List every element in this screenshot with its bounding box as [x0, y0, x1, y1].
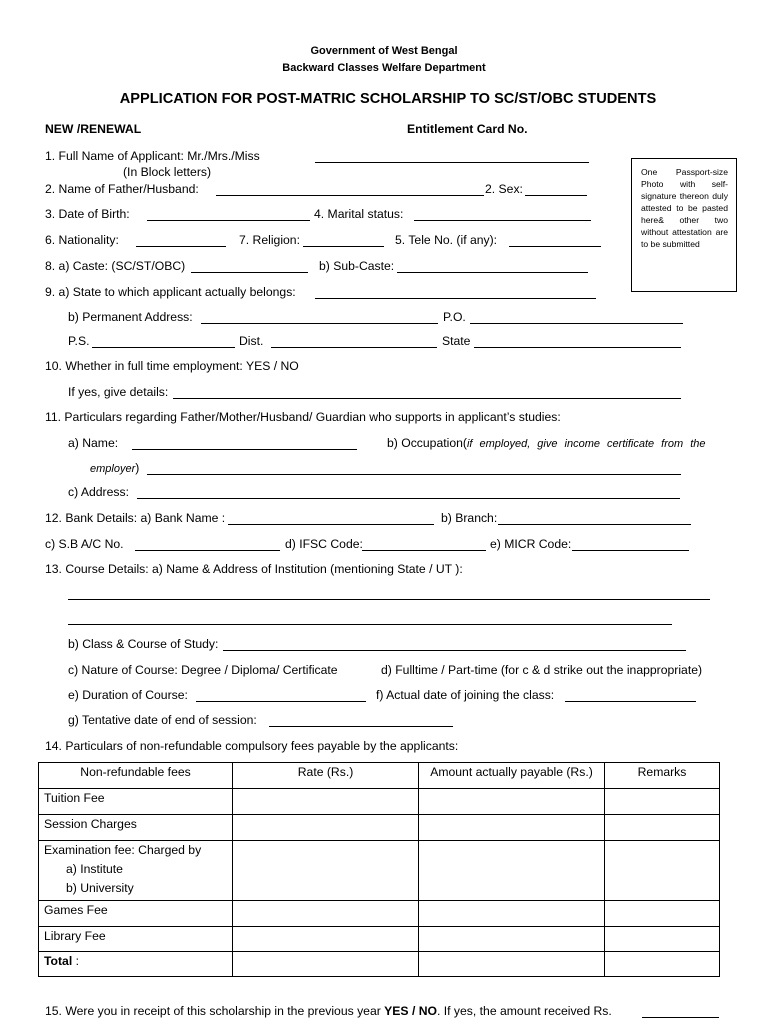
row-label-exam-university: b) University — [66, 881, 134, 895]
q8-caste-label: 8. a) Caste: (SC/ST/OBC) — [45, 259, 186, 273]
row-label-exam-institute: a) Institute — [66, 862, 123, 876]
q13b-class-field[interactable] — [223, 650, 686, 651]
q9-ps-field[interactable] — [92, 347, 235, 348]
cell-input[interactable] — [419, 815, 605, 841]
q4-marital-field[interactable] — [414, 220, 591, 221]
table-row — [39, 952, 720, 977]
cell-input[interactable] — [233, 901, 419, 927]
q1-full-name-label: 1. Full Name of Applicant: Mr./Mrs./Miss — [45, 149, 260, 163]
q11a-name-field[interactable] — [132, 449, 357, 450]
q12e-micr-field[interactable] — [572, 550, 689, 551]
entitlement-card-label: Entitlement Card No. — [407, 122, 528, 136]
cell-input[interactable] — [233, 789, 419, 815]
q13g-end-session-label: g) Tentative date of end of session: — [68, 713, 257, 727]
q5-tele-field[interactable] — [509, 246, 601, 247]
q12c-sb-ac-field[interactable] — [135, 550, 280, 551]
q9-state-sub-label: State — [442, 334, 471, 348]
q15-previous-scholarship-label: 15. Were you in receipt of this scholarship in the previous year YES / NO. If yes, the amount received Rs. — [45, 1004, 612, 1018]
dept-heading: Backward Classes Welfare Department — [282, 62, 486, 74]
cell-input[interactable] — [605, 789, 720, 815]
q7-religion-label: 7. Religion: — [239, 233, 300, 247]
q10-details-field[interactable] — [173, 398, 681, 399]
row-label-exam — [39, 841, 233, 901]
q3-dob-label: 3. Date of Birth: — [45, 207, 130, 221]
q14-fees-label: 14. Particulars of non-refundable compulsory fees payable by the applicants: — [45, 739, 459, 753]
q13e-duration-label: e) Duration of Course: — [68, 688, 188, 702]
table-row — [39, 789, 720, 815]
row-label-games: Games Fee — [39, 901, 233, 927]
q1-block-letters-note: (In Block letters) — [123, 165, 212, 179]
q8-subcaste-field[interactable] — [397, 272, 588, 273]
cell-input[interactable] — [605, 841, 720, 901]
new-renewal-label: NEW /RENEWAL — [45, 122, 142, 136]
q12-branch-label: b) Branch: — [441, 511, 498, 525]
q13g-end-session-field[interactable] — [269, 726, 453, 727]
cell-input[interactable] — [419, 841, 605, 901]
q9-dist-field[interactable] — [271, 347, 437, 348]
cell-input[interactable] — [605, 901, 720, 927]
fees-table — [38, 762, 720, 977]
q2-sex-label: 2. Sex: — [485, 182, 523, 196]
q13c-nature-label: c) Nature of Course: Degree / Diploma/ Certificate — [68, 663, 338, 677]
cell-input[interactable] — [233, 841, 419, 901]
q11c-address-label: c) Address: — [68, 485, 129, 499]
q11b-occupation-field[interactable] — [147, 474, 681, 475]
q12d-ifsc-label: d) IFSC Code: — [285, 537, 363, 551]
cell-input[interactable] — [419, 952, 605, 977]
q9-state-sub-field[interactable] — [474, 347, 681, 348]
q9-address-label: b) Permanent Address: — [68, 310, 193, 324]
cell-input[interactable] — [419, 927, 605, 952]
cell-input[interactable] — [233, 927, 419, 952]
q13f-joining-field[interactable] — [565, 701, 696, 702]
q12-branch-field[interactable] — [498, 524, 691, 525]
q10-employment-label: 10. Whether in full time employment: YES / NO — [45, 359, 299, 373]
q12e-micr-label: e) MICR Code: — [490, 537, 572, 551]
q13f-joining-label: f) Actual date of joining the class: — [376, 688, 555, 702]
form-title: APPLICATION FOR POST-MATRIC SCHOLARSHIP TO SC/ST/OBC STUDENTS — [119, 91, 657, 107]
col-header-remarks: Remarks — [605, 763, 720, 789]
q13-course-label: 13. Course Details: a) Name & Address of Institution (mentioning State / UT ): — [45, 562, 463, 576]
fees-table-header — [39, 763, 720, 789]
q11c-address-field[interactable] — [137, 498, 680, 499]
q9-address-field[interactable] — [201, 323, 438, 324]
cell-input[interactable] — [233, 952, 419, 977]
q2-father-name-field[interactable] — [216, 195, 484, 196]
cell-input[interactable] — [233, 815, 419, 841]
table-row — [39, 815, 720, 841]
q12c-sb-ac-label: c) S.B A/C No. — [45, 537, 124, 551]
cell-input[interactable] — [605, 927, 720, 952]
col-header-fees: Non-refundable fees — [39, 763, 233, 789]
q8-subcaste-label: b) Sub-Caste: — [319, 259, 395, 273]
q8-caste-field[interactable] — [191, 272, 308, 273]
q13e-duration-field[interactable] — [196, 701, 366, 702]
q3-dob-field[interactable] — [147, 220, 310, 221]
cell-input[interactable] — [605, 952, 720, 977]
passport-photo-box: One Passport-size Photo with self-signature thereon duly attested to be pasted here& other two without attestation are to be submitted — [631, 158, 737, 292]
cell-input[interactable] — [419, 901, 605, 927]
q15-amount-field[interactable] — [642, 1017, 719, 1018]
q11b-employer-note: employer) — [90, 461, 140, 475]
q2-sex-field[interactable] — [525, 195, 587, 196]
q9-ps-label: P.S. — [68, 334, 90, 348]
q11-guardian-label: 11. Particulars regarding Father/Mother/Husband/ Guardian who supports in applicant’s studies: — [45, 410, 561, 424]
cell-input[interactable] — [605, 815, 720, 841]
q6-nationality-label: 6. Nationality: — [45, 233, 119, 247]
q9-state-label: 9. a) State to which applicant actually belongs: — [45, 285, 296, 299]
table-row — [39, 927, 720, 952]
row-label-library: Library Fee — [39, 927, 233, 952]
row-label-exam-title: Examination fee: Charged by — [44, 843, 202, 857]
table-row — [39, 901, 720, 927]
q13b-class-label: b) Class & Course of Study: — [68, 637, 219, 651]
q12-bank-name-label: 12. Bank Details: a) Bank Name : — [45, 511, 226, 525]
row-label-session: Session Charges — [39, 815, 233, 841]
q13d-fulltime-label: d) Fulltime / Part-time (for c & d strike out the inappropriate) — [381, 663, 703, 677]
row-label-tuition: Tuition Fee — [39, 789, 233, 815]
q6-nationality-field[interactable] — [136, 246, 226, 247]
row-label-total: Total : — [39, 952, 233, 977]
q9-dist-label: Dist. — [239, 334, 264, 348]
cell-input[interactable] — [419, 789, 605, 815]
col-header-amount: Amount actually payable (Rs.) — [419, 763, 605, 789]
table-row — [39, 841, 720, 901]
q5-tele-label: 5. Tele No. (if any): — [395, 233, 498, 247]
q2-father-name-label: 2. Name of Father/Husband: — [45, 182, 199, 196]
q9-state-field[interactable] — [315, 298, 596, 299]
q11b-occupation-label: b) Occupation(if employed, give income certificate from the — [387, 436, 706, 450]
q1-full-name-field[interactable] — [315, 162, 589, 163]
q11a-name-label: a) Name: — [68, 436, 119, 450]
q4-marital-label: 4. Marital status: — [314, 207, 404, 221]
q10-details-label: If yes, give details: — [68, 385, 169, 399]
col-header-rate: Rate (Rs.) — [233, 763, 419, 789]
q13a-institution-field-1[interactable] — [68, 599, 710, 600]
govt-heading: Government of West Bengal — [310, 45, 458, 57]
q9-po-field[interactable] — [470, 323, 683, 324]
q12-bank-name-field[interactable] — [228, 524, 434, 525]
q7-religion-field[interactable] — [303, 246, 384, 247]
q9-po-label: P.O. — [443, 310, 466, 324]
q13a-institution-field-2[interactable] — [68, 624, 672, 625]
q12d-ifsc-field[interactable] — [362, 550, 486, 551]
